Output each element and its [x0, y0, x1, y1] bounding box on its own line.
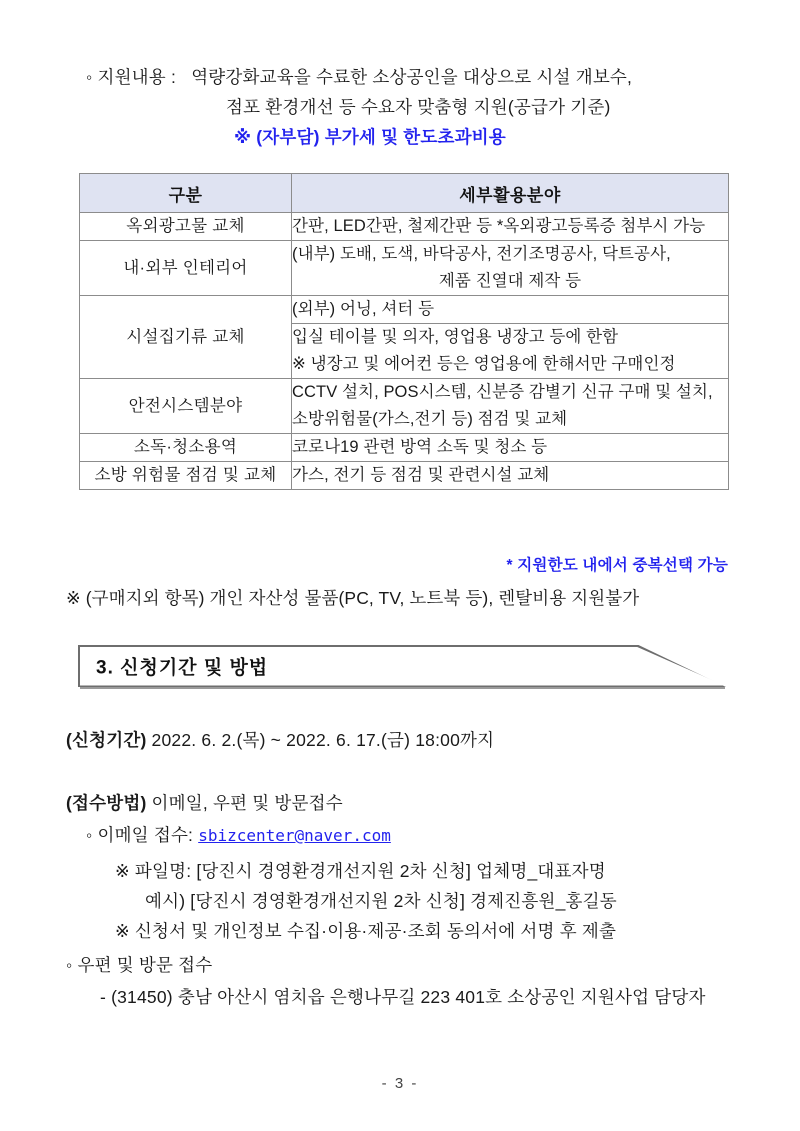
application-method-value: 이메일, 우편 및 방문접수: [146, 793, 343, 813]
postal-address-row: [100, 982, 800, 1012]
row-details: [292, 241, 729, 296]
row-category: 소독·청소용역: [80, 434, 292, 462]
row-category: 안전시스템분야: [80, 379, 292, 434]
file-name-example: 예시) [당진시 경영환경개선지원 2차 신청] 경제진흥원_홍길동: [145, 891, 617, 911]
detail-line: CCTV 설치, POS시스템, 신분증 감별기 신규 구매 및 설치,: [292, 383, 713, 401]
table-row: [80, 379, 729, 434]
section-3-heading: 3. 신청기간 및 방법: [96, 657, 269, 679]
row-details-bottom: [292, 324, 729, 379]
page-number: - 3 -: [381, 1075, 419, 1092]
email-submission-row: [86, 820, 786, 850]
row-details: [292, 462, 729, 490]
row-details-top: [292, 296, 729, 324]
support-content-line-1: ◦ 지원내용 : 역량강화교육을 수료한 소상공인을 대상으로 시설 개보수,: [86, 67, 633, 87]
table-row: [80, 434, 729, 462]
detail-line: (내부) 도배, 도색, 바닥공사, 전기조명공사, 닥트공사,: [292, 245, 671, 263]
row-category: 내·외부 인테리어: [80, 241, 292, 296]
detail-line: 가스, 전기 등 점검 및 관련시설 교체: [292, 466, 550, 484]
email-link[interactable]: sbizcenter@naver.com: [198, 826, 391, 845]
detail-line: (외부) 어닝, 셔터 등: [292, 300, 435, 318]
application-method-row: [66, 788, 766, 818]
consent-note: ※ 신청서 및 개인정보 수집·이용·제공·조회 동의서에 서명 후 제출: [115, 921, 617, 941]
postal-submission-label: ◦ 우편 및 방문 접수: [66, 955, 213, 975]
table-header-row: [80, 174, 729, 213]
application-period-row: [66, 725, 766, 755]
table-row: [80, 213, 729, 241]
row-category: 소방 위험물 점검 및 교체: [80, 462, 292, 490]
detail-line: 입실 테이블 및 의자, 영업용 냉장고 등에 한함: [292, 328, 619, 346]
detail-line: 소방위험물(가스,전기 등) 점검 및 교체: [292, 410, 568, 428]
email-submission-label: ◦ 이메일 접수:: [86, 825, 199, 845]
usage-fields-table: [79, 173, 728, 490]
self-burden-note: ※ (자부담) 부가세 및 한도초과비용: [234, 127, 506, 147]
file-name-rule-row: [115, 856, 800, 886]
support-content-line-2: 점포 환경개선 등 수요자 맞춤형 지원(공급가 기준): [226, 97, 611, 117]
file-name-rule: ※ 파일명: [당진시 경영환경개선지원 2차 신청] 업체명_대표자명: [115, 861, 606, 881]
table-row: [80, 296, 729, 324]
table-row: [80, 241, 729, 296]
excluded-items-note: ※ (구매지외 항목) 개인 자산성 물품(PC, TV, 노트북 등), 렌탈비용 지원불가: [66, 588, 640, 608]
table-row: [80, 462, 729, 490]
consent-note-row: [115, 916, 800, 946]
file-name-example-row: [145, 886, 800, 916]
table-header-category: 구분: [80, 174, 292, 213]
postal-address: - (31450) 충남 아산시 염치읍 은행나무길 223 401호 소상공인 지원사업 담당자: [100, 987, 706, 1007]
row-category: 옥외광고물 교체: [80, 213, 292, 241]
detail-line: 코로나19 관련 방역 소독 및 청소 등: [292, 438, 548, 456]
table-header-details: 세부활용분야: [292, 174, 729, 213]
detail-line: 제품 진열대 제작 등: [438, 272, 582, 290]
support-content-block: [86, 62, 746, 152]
row-details: [292, 213, 729, 241]
application-method-label: (접수방법): [66, 793, 147, 813]
application-period-label: (신청기간): [66, 730, 147, 750]
detail-line: ※ 냉장고 및 에어컨 등은 영업용에 한해서만 구매인정: [292, 355, 676, 373]
section-3-banner: [78, 645, 726, 687]
row-category: 시설집기류 교체: [80, 296, 292, 379]
row-details: [292, 434, 729, 462]
postal-submission-row: [66, 950, 766, 980]
row-details: [292, 379, 729, 434]
duplicate-selection-note: * 지원한도 내에서 중복선택 가능: [506, 557, 728, 574]
application-period-value: 2022. 6. 2.(목) ~ 2022. 6. 17.(금) 18:00까지: [146, 730, 495, 750]
banner-underline: [80, 687, 725, 689]
detail-line: 간판, LED간판, 철제간판 등 *옥외광고등록증 첨부시 가능: [292, 217, 706, 235]
